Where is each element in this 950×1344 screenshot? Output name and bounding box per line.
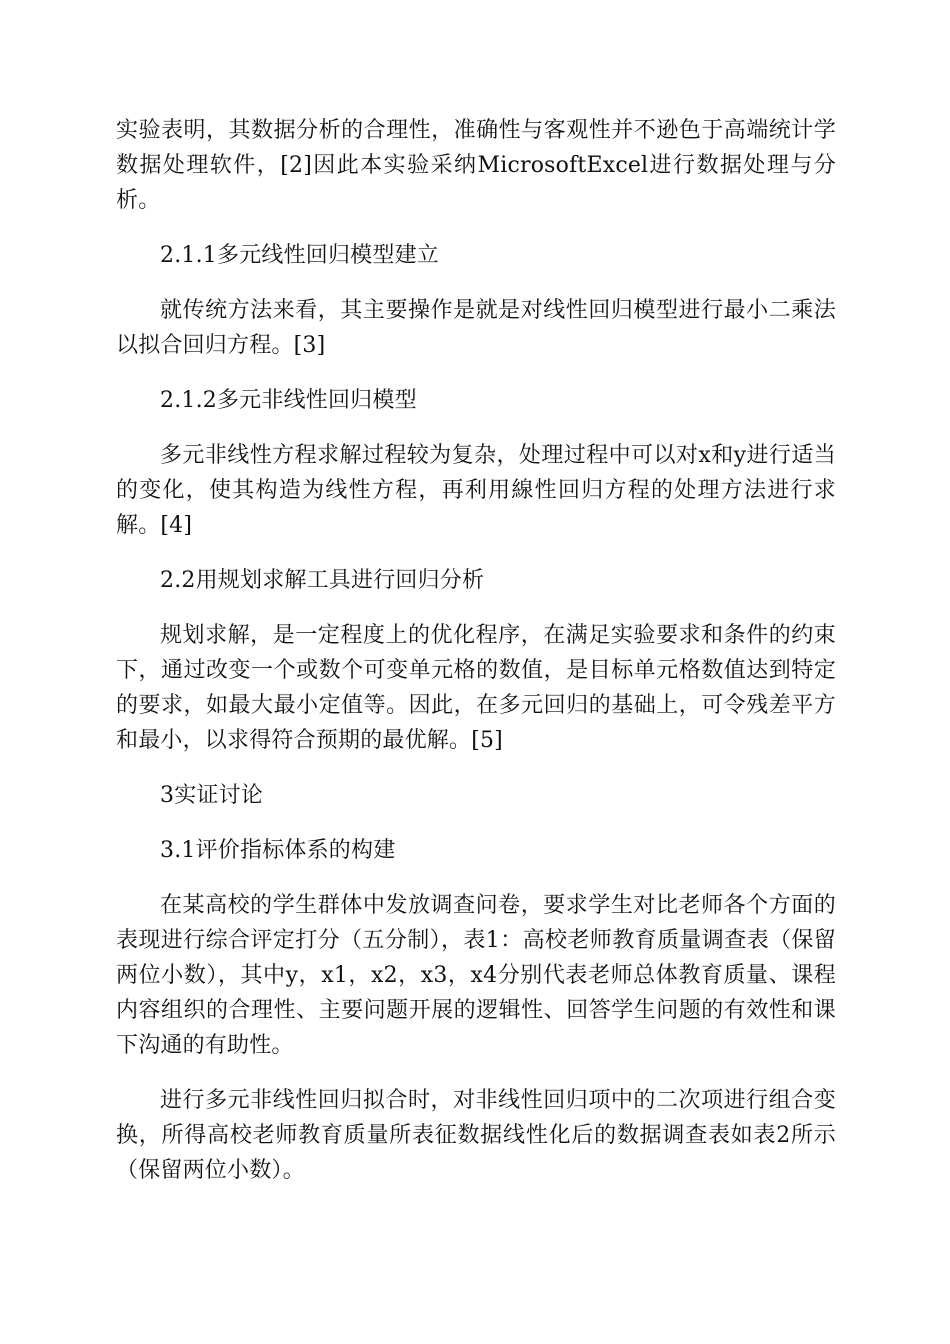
paragraph-excel-justification: 实验表明，其数据分析的合理性，准确性与客观性并不逊色于高端统计学数据处理软件，[2]因此本实验采纳MicrosoftExcel进行数据处理与分析。 (116, 118, 836, 213)
section-heading-2-1-1: 2.1.1多元线性回归模型建立 (160, 243, 439, 268)
section-heading-3-1: 3.1评价指标体系的构建 (160, 838, 396, 863)
paragraph-survey: 在某高校的学生群体中发放调查问卷，要求学生对比老师各个方面的表现进行综合评定打分（五分制），表1：高校老师教育质量调查表（保留两位小数），其中y，x1，x2，x3，x4分别代表老师总体教育质量、课程内容组织的合理性、主要问题开展的逻辑性、回答学生问题的有效性和课下沟通的有助性。 (116, 893, 836, 1058)
section-heading-2-1-2: 2.1.2多元非线性回归模型 (160, 388, 417, 413)
document-body (116, 113, 836, 1208)
paragraph-nonlinear-regression: 多元非线性方程求解过程较为复杂，处理过程中可以对x和y进行适当的变化，使其构造为线性方程，再利用線性回归方程的处理方法进行求解。[4] (116, 443, 836, 538)
paragraph-linear-regression: 就传统方法来看，其主要操作是就是对线性回归模型进行最小二乘法以拟合回归方程。[3] (116, 298, 836, 358)
paragraph-solver: 规划求解，是一定程度上的优化程序，在满足实验要求和条件的约束下，通过改变一个或数个可变单元格的数值，是目标单元格数值达到特定的要求，如最大最小定值等。因此，在多元回归的基础上，可令残差平方和最小，以求得符合预期的最优解。[5] (116, 623, 836, 753)
section-heading-2-2: 2.2用规划求解工具进行回归分析 (160, 568, 485, 593)
paragraph-nonlinear-fit: 进行多元非线性回归拟合时，对非线性回归项中的二次项进行组合变换，所得高校老师教育质量所表征数据线性化后的数据调查表如表2所示（保留两位小数）。 (116, 1088, 836, 1183)
section-heading-3: 3实证讨论 (160, 783, 263, 808)
